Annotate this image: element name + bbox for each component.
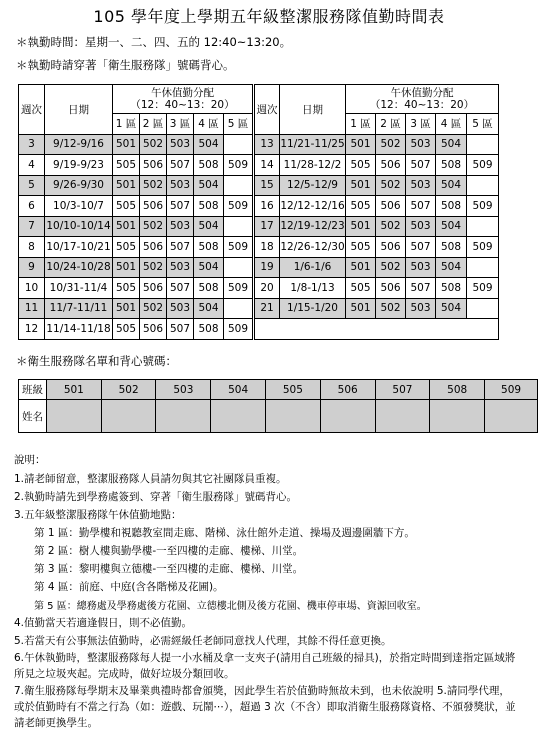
class-cell: 506	[376, 278, 406, 299]
class-cell: 501	[346, 216, 376, 237]
week-cell: 16	[254, 196, 280, 217]
name-row	[19, 400, 538, 433]
class-cell: 507	[167, 196, 194, 217]
date-cell: 10/10-10/14	[45, 216, 113, 237]
table-row	[19, 216, 499, 237]
class-cell: 506	[376, 155, 406, 176]
date-cell: 10/24-10/28	[45, 257, 113, 278]
class-cell: 504	[436, 298, 467, 319]
roster-name-cell[interactable]	[430, 400, 485, 433]
roster-class-cell: 505	[266, 380, 321, 400]
date-cell: 11/21-11/25	[280, 134, 346, 155]
class-cell: 504	[194, 216, 224, 237]
duty-time-line: ＊執勤時間：星期一、二、四、五的 12:40~13:20。	[16, 35, 292, 49]
class-cell	[467, 298, 499, 319]
class-cell	[224, 134, 254, 155]
class-cell: 506	[376, 196, 406, 217]
class-cell: 501	[346, 298, 376, 319]
class-cell: 504	[436, 134, 467, 155]
duty-label: 午休值勤分配	[151, 87, 214, 99]
roster-class-cell: 504	[211, 380, 266, 400]
class-cell: 503	[167, 175, 194, 196]
date-cell: 10/17-10/21	[45, 237, 113, 258]
class-cell: 501	[113, 257, 140, 278]
class-cell: 506	[376, 237, 406, 258]
class-cell: 504	[194, 298, 224, 319]
area-header: 1 區	[346, 114, 376, 135]
class-cell: 504	[436, 175, 467, 196]
class-cell: 507	[406, 278, 436, 299]
date-cell: 11/7-11/11	[45, 298, 113, 319]
class-cell: 501	[113, 216, 140, 237]
class-cell: 503	[167, 298, 194, 319]
class-cell: 507	[167, 155, 194, 176]
date-cell: 12/12-12/16	[280, 196, 346, 217]
week-cell: 4	[19, 155, 45, 176]
table-row	[19, 298, 499, 319]
class-cell: 502	[376, 257, 406, 278]
class-cell: 506	[140, 196, 167, 217]
roster-name-cell[interactable]	[46, 400, 101, 433]
class-cell: 507	[167, 319, 194, 340]
week-cell: 5	[19, 175, 45, 196]
class-cell: 509	[467, 155, 499, 176]
class-cell: 501	[113, 175, 140, 196]
duty-label: 午休值勤分配	[390, 87, 454, 99]
class-cell: 508	[436, 196, 467, 217]
area-3-description: 第 3 區：黎明樓與立德樓-一至四樓的走廊、樓梯、川堂。	[34, 563, 304, 575]
roster-class-cell: 509	[485, 380, 538, 400]
class-cell: 508	[194, 155, 224, 176]
week-cell: 7	[19, 216, 45, 237]
roster-name-cell[interactable]	[266, 400, 321, 433]
page-title: 105 學年度上學期五年級整潔服務隊值勤時間表	[93, 7, 445, 26]
note-6: 6.午休執勤時，整潔服務隊每人提一小水桶及拿一支夾子(請用自己班級的掃具)，於指定時間到達指定區域將所見之垃圾夾起。完成時，做好垃圾分類回收。	[14, 652, 516, 680]
class-cell: 505	[113, 237, 140, 258]
duty-header	[113, 85, 254, 114]
roster-table	[18, 379, 538, 433]
area-header: 2 區	[376, 114, 406, 135]
class-cell: 502	[376, 298, 406, 319]
roster-name-cell[interactable]	[485, 400, 538, 433]
class-cell: 503	[167, 134, 194, 155]
class-cell: 508	[194, 237, 224, 258]
area-5-description: 第 5 區：總務處及學務處後方花園、立德樓北側及後方花園、機車停車場、資源回收室。	[34, 601, 427, 612]
class-cell: 508	[436, 237, 467, 258]
area-header: 4 區	[194, 114, 224, 135]
note-2: 2.執勤時請先到學務處簽到、穿著「衛生服務隊」號碼背心。	[14, 491, 298, 503]
class-cell	[224, 257, 254, 278]
table-row	[19, 237, 499, 258]
class-cell: 505	[113, 196, 140, 217]
roster-class-cell: 506	[320, 380, 375, 400]
date-header: 日期	[280, 85, 346, 135]
class-cell	[467, 216, 499, 237]
class-cell: 506	[140, 155, 167, 176]
area-header: 5 區	[224, 114, 254, 135]
class-cell: 503	[167, 216, 194, 237]
class-cell: 502	[376, 134, 406, 155]
class-cell: 505	[113, 278, 140, 299]
class-cell	[467, 134, 499, 155]
notes-heading: 說明：	[14, 454, 46, 466]
class-cell: 507	[167, 278, 194, 299]
table-row	[19, 196, 499, 217]
class-cell: 509	[224, 278, 254, 299]
date-cell: 10/3-10/7	[45, 196, 113, 217]
duty-schedule-table	[18, 84, 499, 340]
roster-class-cell: 502	[101, 380, 156, 400]
class-cell: 507	[406, 196, 436, 217]
table-row	[19, 278, 499, 299]
roster-name-cell[interactable]	[101, 400, 156, 433]
area-header: 3 區	[167, 114, 194, 135]
roster-name-cell[interactable]	[211, 400, 266, 433]
roster-class-cell: 503	[156, 380, 211, 400]
area-header: 1 區	[113, 114, 140, 135]
class-cell: 505	[346, 237, 376, 258]
class-cell: 509	[224, 319, 254, 340]
class-cell: 505	[113, 319, 140, 340]
date-cell: 11/14-11/18	[45, 319, 113, 340]
week-cell: 11	[19, 298, 45, 319]
class-cell: 508	[436, 278, 467, 299]
roster-name-cell[interactable]	[156, 400, 211, 433]
table-row	[19, 319, 499, 340]
roster-class-cell: 507	[375, 380, 430, 400]
duty-time: （12：40~13：20）	[369, 99, 475, 111]
class-cell: 505	[346, 155, 376, 176]
week-header: 週次	[254, 85, 280, 135]
date-cell: 1/8-1/13	[280, 278, 346, 299]
class-cell: 501	[113, 298, 140, 319]
class-cell	[224, 298, 254, 319]
class-cell	[467, 175, 499, 196]
note-4: 4.值勤當天若適逢假日，則不必值勤。	[14, 617, 193, 629]
table-row	[19, 155, 499, 176]
week-cell: 6	[19, 196, 45, 217]
class-label: 班級	[19, 380, 47, 400]
week-cell: 3	[19, 134, 45, 155]
table-row	[19, 175, 499, 196]
date-cell: 9/19-9/23	[45, 155, 113, 176]
note-7: 7.衛生服務隊每學期末及畢業典禮時都會頒獎，因此學生若於值勤時無故未到，也未依說明 5.請同學代理，或於值勤時有不當之行為（如：遊戲、玩鬧⋯），超過 3 次（不含）即取消衛生服務隊資格、不頒發獎狀，並請老師更換學生。	[14, 685, 516, 729]
class-cell: 508	[194, 278, 224, 299]
date-header: 日期	[45, 85, 113, 135]
week-cell: 19	[254, 257, 280, 278]
area-2-description: 第 2 區：樹人樓與勤學樓-一至四樓的走廊、樓梯、川堂。	[34, 545, 304, 557]
duty-time: （12：40~13：20）	[130, 99, 235, 111]
table-row	[19, 257, 499, 278]
class-cell: 508	[436, 155, 467, 176]
class-cell: 509	[224, 237, 254, 258]
class-cell: 504	[436, 216, 467, 237]
class-cell: 507	[167, 237, 194, 258]
class-cell: 506	[140, 237, 167, 258]
class-cell: 507	[406, 237, 436, 258]
week-cell: 15	[254, 175, 280, 196]
roster-heading: ＊衛生服務隊名單和背心號碼：	[16, 354, 177, 368]
class-cell: 502	[140, 216, 167, 237]
class-cell: 501	[346, 175, 376, 196]
area-header: 5 區	[467, 114, 499, 135]
date-cell: 12/26-12/30	[280, 237, 346, 258]
class-cell	[224, 175, 254, 196]
week-cell: 12	[19, 319, 45, 340]
class-cell: 501	[113, 134, 140, 155]
week-cell: 10	[19, 278, 45, 299]
class-cell: 504	[194, 257, 224, 278]
date-cell: 9/26-9/30	[45, 175, 113, 196]
roster-class-cell: 508	[430, 380, 485, 400]
area-header: 2 區	[140, 114, 167, 135]
date-cell: 9/12-9/16	[45, 134, 113, 155]
class-cell: 502	[140, 257, 167, 278]
class-cell: 509	[224, 196, 254, 217]
class-cell: 504	[436, 257, 467, 278]
class-cell: 506	[140, 278, 167, 299]
table-row	[19, 134, 499, 155]
class-cell: 508	[194, 319, 224, 340]
class-cell: 503	[406, 257, 436, 278]
date-cell: 1/6-1/6	[280, 257, 346, 278]
class-cell: 502	[376, 216, 406, 237]
roster-name-cell[interactable]	[320, 400, 375, 433]
week-cell: 9	[19, 257, 45, 278]
week-cell: 20	[254, 278, 280, 299]
class-cell: 503	[406, 216, 436, 237]
class-cell: 504	[194, 175, 224, 196]
week-cell: 8	[19, 237, 45, 258]
date-cell: 12/5-12/9	[280, 175, 346, 196]
class-cell: 509	[467, 278, 499, 299]
class-cell: 503	[167, 257, 194, 278]
date-cell: 1/15-1/20	[280, 298, 346, 319]
roster-name-cell[interactable]	[375, 400, 430, 433]
class-cell	[224, 216, 254, 237]
duty-rows	[19, 134, 499, 339]
class-cell: 502	[140, 175, 167, 196]
class-cell: 503	[406, 175, 436, 196]
class-cell: 502	[140, 134, 167, 155]
class-cell: 505	[346, 278, 376, 299]
class-cell: 508	[194, 196, 224, 217]
class-cell: 504	[194, 134, 224, 155]
week-cell: 14	[254, 155, 280, 176]
vest-instruction-line: ＊執勤時請穿著「衛生服務隊」號碼背心。	[16, 58, 235, 72]
class-cell: 509	[467, 237, 499, 258]
class-cell: 506	[140, 319, 167, 340]
name-label: 姓名	[19, 400, 47, 433]
date-cell: 11/28-12/2	[280, 155, 346, 176]
roster-class-cell: 501	[46, 380, 101, 400]
date-cell: 10/31-11/4	[45, 278, 113, 299]
class-cell: 503	[406, 298, 436, 319]
class-cell: 509	[224, 155, 254, 176]
class-cell: 502	[140, 298, 167, 319]
class-cell: 503	[406, 134, 436, 155]
note-3: 3.五年級整潔服務隊午休值勤地點：	[14, 509, 182, 521]
class-cell: 502	[376, 175, 406, 196]
note-5: 5.若當天有公事無法值勤時，必需經級任老師同意找人代理，其餘不得任意更換。	[14, 635, 392, 647]
class-cell: 501	[346, 257, 376, 278]
date-cell: 12/19-12/23	[280, 216, 346, 237]
week-cell: 13	[254, 134, 280, 155]
week-cell: 17	[254, 216, 280, 237]
area-header: 4 區	[436, 114, 467, 135]
class-cell	[467, 257, 499, 278]
area-1-description: 第 1 區：勤學樓和視聽教室間走廊、階梯、泳仕館外走道、操場及週邊圍牆下方。	[34, 527, 415, 539]
duty-header	[346, 85, 499, 114]
area-4-description: 第 4 區：前庭、中庭(含各階梯及花圃)。	[34, 581, 224, 593]
class-cell: 501	[346, 134, 376, 155]
class-row	[19, 380, 538, 400]
empty-cell	[254, 319, 499, 340]
note-1: 1.請老師留意，整潔服務隊人員請勿與其它社團隊員重複。	[14, 473, 287, 485]
class-cell: 507	[406, 155, 436, 176]
class-cell: 505	[113, 155, 140, 176]
week-cell: 18	[254, 237, 280, 258]
class-cell: 505	[346, 196, 376, 217]
week-header: 週次	[19, 85, 45, 135]
class-cell: 509	[467, 196, 499, 217]
area-header: 3 區	[406, 114, 436, 135]
week-cell: 21	[254, 298, 280, 319]
